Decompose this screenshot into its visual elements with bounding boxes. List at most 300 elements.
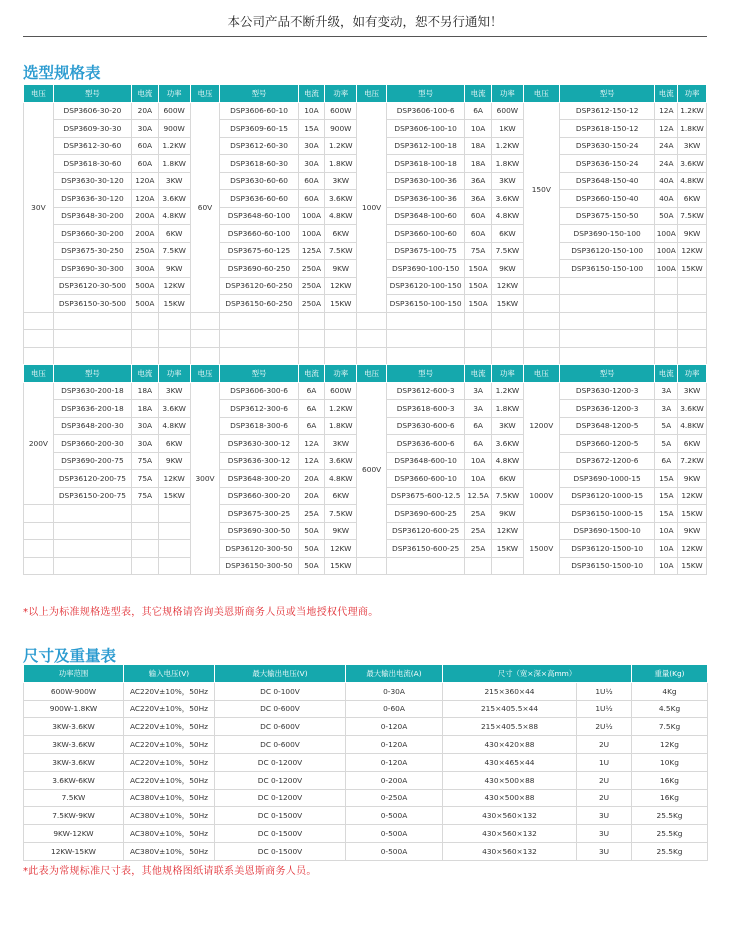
column-header: 电压 bbox=[357, 365, 387, 383]
power-range-cell: 3.6KW-6KW bbox=[24, 771, 124, 789]
power-cell: 4.8KW bbox=[491, 452, 523, 470]
rack-unit-cell: 1U½ bbox=[577, 682, 632, 700]
dimension-footnote: *此表为常规标准尺寸表，其他规格图纸请联系美恩斯商务人员。 bbox=[23, 866, 317, 877]
input-voltage-cell: AC220V±10%，50Hz bbox=[124, 700, 215, 718]
power-cell: 600W bbox=[325, 102, 357, 120]
current-cell: 12A bbox=[655, 102, 678, 120]
empty-cell bbox=[132, 540, 159, 558]
current-cell: 100A bbox=[298, 225, 325, 243]
current-cell: 18A bbox=[465, 155, 492, 173]
model-cell: DSP3609-60-15 bbox=[220, 120, 298, 138]
empty-cell bbox=[24, 330, 54, 348]
power-cell: 15KW bbox=[678, 557, 707, 575]
current-cell: 30A bbox=[132, 435, 159, 453]
empty-cell bbox=[24, 347, 54, 365]
model-cell: DSP3630-150-24 bbox=[559, 137, 655, 155]
column-header: 型号 bbox=[220, 365, 298, 383]
empty-cell bbox=[678, 277, 707, 295]
current-cell: 50A bbox=[298, 522, 325, 540]
model-cell: DSP3660-200-30 bbox=[53, 435, 131, 453]
model-cell: DSP3606-300-6 bbox=[220, 382, 298, 400]
current-cell: 60A bbox=[132, 155, 159, 173]
empty-cell bbox=[190, 312, 220, 330]
model-cell: DSP3690-1500-10 bbox=[559, 522, 655, 540]
column-header: 功率范围 bbox=[24, 665, 124, 683]
power-range-cell: 900W-1.8KW bbox=[24, 700, 124, 718]
current-cell: 50A bbox=[655, 207, 678, 225]
table-header-row bbox=[24, 85, 707, 103]
max-output-current-cell: 0-30A bbox=[346, 682, 443, 700]
empty-cell bbox=[523, 312, 559, 330]
model-cell: DSP3675-100-75 bbox=[387, 242, 465, 260]
current-cell: 10A bbox=[465, 120, 492, 138]
current-cell: 20A bbox=[132, 102, 159, 120]
empty-cell bbox=[132, 312, 159, 330]
current-cell: 75A bbox=[465, 242, 492, 260]
update-notice: 本公司产品不断升级，如有变动，恕不另行通知！ bbox=[227, 14, 503, 29]
current-cell: 250A bbox=[298, 277, 325, 295]
power-cell: 3KW bbox=[491, 417, 523, 435]
power-cell: 1.8KW bbox=[678, 120, 707, 138]
current-cell: 60A bbox=[465, 207, 492, 225]
power-cell: 3.6KW bbox=[491, 190, 523, 208]
current-cell: 24A bbox=[655, 155, 678, 173]
power-cell: 15KW bbox=[678, 505, 707, 523]
empty-cell bbox=[53, 540, 131, 558]
max-output-current-cell: 0-250A bbox=[346, 789, 443, 807]
model-cell: DSP3660-300-20 bbox=[220, 487, 298, 505]
max-output-voltage-cell: DC 0-600V bbox=[215, 736, 346, 754]
empty-cell bbox=[158, 540, 190, 558]
weight-cell: 25.5Kg bbox=[632, 825, 708, 843]
empty-cell bbox=[325, 347, 357, 365]
model-cell: DSP3675-150-50 bbox=[559, 207, 655, 225]
power-cell: 600W bbox=[158, 102, 190, 120]
size-cell: 215×405.5×44 bbox=[443, 700, 577, 718]
model-cell: DSP3648-600-10 bbox=[387, 452, 465, 470]
model-cell: DSP36120-60-250 bbox=[220, 277, 298, 295]
column-header: 电压 bbox=[357, 85, 387, 103]
power-cell: 3.6KW bbox=[491, 435, 523, 453]
rack-unit-cell: 2U bbox=[577, 789, 632, 807]
input-voltage-cell: AC220V±10%，50Hz bbox=[124, 771, 215, 789]
empty-cell bbox=[491, 312, 523, 330]
model-cell: DSP3630-30-120 bbox=[53, 172, 131, 190]
model-cell: DSP3636-150-24 bbox=[559, 155, 655, 173]
model-cell: DSP3660-600-10 bbox=[387, 470, 465, 488]
empty-cell bbox=[53, 505, 131, 523]
model-cell: DSP36120-300-50 bbox=[220, 540, 298, 558]
empty-cell bbox=[655, 312, 678, 330]
model-cell: DSP3648-30-200 bbox=[53, 207, 131, 225]
current-cell: 10A bbox=[465, 470, 492, 488]
current-cell: 25A bbox=[465, 505, 492, 523]
rack-unit-cell: 3U bbox=[577, 842, 632, 860]
max-output-voltage-cell: DC 0-100V bbox=[215, 682, 346, 700]
power-cell: 900W bbox=[158, 120, 190, 138]
empty-cell bbox=[298, 347, 325, 365]
column-header: 电流 bbox=[132, 85, 159, 103]
empty-cell bbox=[523, 330, 559, 348]
power-cell: 900W bbox=[325, 120, 357, 138]
column-header: 重量(Kg) bbox=[632, 665, 708, 683]
power-cell: 12KW bbox=[158, 277, 190, 295]
model-cell: DSP36150-150-100 bbox=[559, 260, 655, 278]
column-header: 电流 bbox=[465, 365, 492, 383]
column-header: 型号 bbox=[387, 85, 465, 103]
power-cell: 12KW bbox=[491, 522, 523, 540]
current-cell: 100A bbox=[298, 207, 325, 225]
current-cell: 12A bbox=[655, 120, 678, 138]
power-range-cell: 7.5KW bbox=[24, 789, 124, 807]
model-cell: DSP3612-150-12 bbox=[559, 102, 655, 120]
model-cell: DSP36150-1500-10 bbox=[559, 557, 655, 575]
voltage-cell: 300V bbox=[190, 382, 220, 575]
model-cell: DSP3612-100-18 bbox=[387, 137, 465, 155]
current-cell: 6A bbox=[298, 382, 325, 400]
current-cell: 100A bbox=[655, 260, 678, 278]
power-cell: 1.2KW bbox=[325, 400, 357, 418]
empty-cell bbox=[523, 277, 559, 295]
current-cell: 250A bbox=[298, 260, 325, 278]
empty-cell bbox=[357, 312, 387, 330]
power-cell: 6KW bbox=[678, 190, 707, 208]
current-cell: 15A bbox=[655, 487, 678, 505]
table-row bbox=[24, 557, 707, 575]
input-voltage-cell: AC220V±10%，50Hz bbox=[124, 682, 215, 700]
model-cell: DSP3618-60-30 bbox=[220, 155, 298, 173]
empty-cell bbox=[678, 330, 707, 348]
size-cell: 430×560×132 bbox=[443, 807, 577, 825]
model-cell: DSP3609-30-30 bbox=[53, 120, 131, 138]
empty-cell bbox=[158, 522, 190, 540]
model-cell: DSP3606-60-10 bbox=[220, 102, 298, 120]
current-cell: 15A bbox=[655, 505, 678, 523]
model-cell: DSP36150-100-150 bbox=[387, 295, 465, 313]
current-cell: 18A bbox=[132, 382, 159, 400]
rack-unit-cell: 2U½ bbox=[577, 718, 632, 736]
table-row-empty bbox=[24, 312, 707, 330]
max-output-voltage-cell: DC 0-1500V bbox=[215, 807, 346, 825]
current-cell: 500A bbox=[132, 277, 159, 295]
power-cell: 1.2KW bbox=[678, 102, 707, 120]
current-cell: 40A bbox=[655, 190, 678, 208]
column-header: 功率 bbox=[491, 85, 523, 103]
table-row bbox=[24, 842, 708, 860]
power-cell: 4.8KW bbox=[325, 207, 357, 225]
model-cell: DSP3648-100-60 bbox=[387, 207, 465, 225]
table-row-empty bbox=[24, 330, 707, 348]
power-range-cell: 3KW-3.6KW bbox=[24, 736, 124, 754]
size-cell: 430×500×88 bbox=[443, 789, 577, 807]
current-cell: 15A bbox=[298, 120, 325, 138]
power-cell: 1.2KW bbox=[491, 382, 523, 400]
power-cell: 12KW bbox=[325, 540, 357, 558]
model-cell: DSP3690-150-100 bbox=[559, 225, 655, 243]
column-header: 电压 bbox=[24, 365, 54, 383]
model-cell: DSP3690-200-75 bbox=[53, 452, 131, 470]
power-cell: 9KW bbox=[678, 225, 707, 243]
table-row bbox=[24, 753, 708, 771]
model-cell: DSP3636-300-12 bbox=[220, 452, 298, 470]
model-cell: DSP3660-1200-5 bbox=[559, 435, 655, 453]
power-cell: 3KW bbox=[325, 435, 357, 453]
power-cell: 9KW bbox=[325, 260, 357, 278]
model-cell: DSP3636-1200-3 bbox=[559, 400, 655, 418]
model-cell: DSP3690-60-250 bbox=[220, 260, 298, 278]
current-cell: 10A bbox=[465, 452, 492, 470]
model-cell: DSP3606-100-10 bbox=[387, 120, 465, 138]
column-header: 电压 bbox=[24, 85, 54, 103]
table-row bbox=[24, 718, 708, 736]
model-cell: DSP3630-1200-3 bbox=[559, 382, 655, 400]
voltage-cell: 1200V bbox=[523, 382, 559, 470]
current-cell: 3A bbox=[465, 400, 492, 418]
current-cell: 12.5A bbox=[465, 487, 492, 505]
power-cell: 9KW bbox=[491, 505, 523, 523]
current-cell: 3A bbox=[655, 382, 678, 400]
voltage-cell: 200V bbox=[24, 382, 54, 505]
power-cell: 1.2KW bbox=[325, 137, 357, 155]
empty-cell bbox=[559, 330, 655, 348]
model-cell: DSP3618-30-60 bbox=[53, 155, 131, 173]
power-cell: 9KW bbox=[158, 260, 190, 278]
power-cell: 7.2KW bbox=[678, 452, 707, 470]
current-cell: 30A bbox=[298, 155, 325, 173]
power-cell: 12KW bbox=[491, 277, 523, 295]
empty-cell bbox=[158, 330, 190, 348]
empty-cell bbox=[325, 312, 357, 330]
power-cell: 12KW bbox=[325, 277, 357, 295]
model-cell: DSP3606-30-20 bbox=[53, 102, 131, 120]
power-cell: 1.8KW bbox=[158, 155, 190, 173]
size-cell: 430×560×132 bbox=[443, 842, 577, 860]
column-header: 电流 bbox=[655, 365, 678, 383]
current-cell: 200A bbox=[132, 207, 159, 225]
table-header-row bbox=[24, 365, 707, 383]
model-cell: DSP3648-60-100 bbox=[220, 207, 298, 225]
model-cell: DSP3612-30-60 bbox=[53, 137, 131, 155]
power-cell: 1.2KW bbox=[491, 137, 523, 155]
input-voltage-cell: AC220V±10%，50Hz bbox=[124, 753, 215, 771]
model-cell: DSP3648-300-20 bbox=[220, 470, 298, 488]
column-header: 功率 bbox=[325, 365, 357, 383]
power-cell: 1.8KW bbox=[491, 400, 523, 418]
empty-cell bbox=[523, 347, 559, 365]
current-cell: 60A bbox=[465, 225, 492, 243]
empty-cell bbox=[357, 557, 387, 575]
max-output-voltage-cell: DC 0-1200V bbox=[215, 753, 346, 771]
power-cell: 1.8KW bbox=[325, 417, 357, 435]
max-output-current-cell: 0-120A bbox=[346, 718, 443, 736]
max-output-current-cell: 0-500A bbox=[346, 825, 443, 843]
empty-cell bbox=[491, 347, 523, 365]
empty-cell bbox=[24, 505, 54, 523]
empty-cell bbox=[559, 312, 655, 330]
power-cell: 15KW bbox=[325, 295, 357, 313]
current-cell: 50A bbox=[298, 557, 325, 575]
power-range-cell: 7.5KW-9KW bbox=[24, 807, 124, 825]
spec-table-2-wrap bbox=[23, 364, 707, 575]
power-range-cell: 9KW-12KW bbox=[24, 825, 124, 843]
empty-cell bbox=[357, 347, 387, 365]
model-cell: DSP3636-100-36 bbox=[387, 190, 465, 208]
power-cell: 6KW bbox=[325, 225, 357, 243]
model-cell: DSP3648-150-40 bbox=[559, 172, 655, 190]
current-cell: 150A bbox=[465, 295, 492, 313]
table-row bbox=[24, 382, 707, 400]
table-row bbox=[24, 825, 708, 843]
power-cell: 1.8KW bbox=[491, 155, 523, 173]
max-output-voltage-cell: DC 0-600V bbox=[215, 718, 346, 736]
power-cell: 15KW bbox=[491, 295, 523, 313]
voltage-cell: 60V bbox=[190, 102, 220, 312]
column-header: 型号 bbox=[559, 85, 655, 103]
empty-cell bbox=[325, 330, 357, 348]
power-cell: 7.5KW bbox=[491, 487, 523, 505]
size-cell: 430×560×132 bbox=[443, 825, 577, 843]
current-cell: 250A bbox=[132, 242, 159, 260]
weight-cell: 12Kg bbox=[632, 736, 708, 754]
table-row bbox=[24, 102, 707, 120]
table-row bbox=[24, 789, 708, 807]
power-cell: 6KW bbox=[678, 435, 707, 453]
max-output-current-cell: 0-500A bbox=[346, 807, 443, 825]
size-cell: 215×360×44 bbox=[443, 682, 577, 700]
model-cell: DSP3660-100-60 bbox=[387, 225, 465, 243]
empty-cell bbox=[53, 522, 131, 540]
empty-cell bbox=[298, 312, 325, 330]
max-output-voltage-cell: DC 0-1500V bbox=[215, 825, 346, 843]
max-output-voltage-cell: DC 0-600V bbox=[215, 700, 346, 718]
power-cell: 4.8KW bbox=[678, 172, 707, 190]
power-cell: 15KW bbox=[678, 260, 707, 278]
empty-cell bbox=[465, 330, 492, 348]
empty-cell bbox=[53, 347, 131, 365]
rack-unit-cell: 3U bbox=[577, 825, 632, 843]
empty-cell bbox=[220, 330, 298, 348]
voltage-cell: 30V bbox=[24, 102, 54, 312]
model-cell: DSP3660-150-40 bbox=[559, 190, 655, 208]
current-cell: 75A bbox=[132, 487, 159, 505]
table-row bbox=[24, 682, 708, 700]
power-cell: 4.8KW bbox=[491, 207, 523, 225]
model-cell: DSP3618-300-6 bbox=[220, 417, 298, 435]
model-cell: DSP36150-1000-15 bbox=[559, 505, 655, 523]
model-cell: DSP3630-100-36 bbox=[387, 172, 465, 190]
empty-cell bbox=[465, 557, 492, 575]
input-voltage-cell: AC380V±10%，50Hz bbox=[124, 807, 215, 825]
column-header: 功率 bbox=[678, 365, 707, 383]
current-cell: 100A bbox=[655, 225, 678, 243]
current-cell: 36A bbox=[465, 172, 492, 190]
model-cell: DSP3636-30-120 bbox=[53, 190, 131, 208]
empty-cell bbox=[559, 295, 655, 313]
current-cell: 15A bbox=[655, 470, 678, 488]
voltage-cell: 100V bbox=[357, 102, 387, 312]
column-header: 型号 bbox=[53, 365, 131, 383]
current-cell: 60A bbox=[298, 190, 325, 208]
empty-cell bbox=[53, 330, 131, 348]
empty-cell bbox=[220, 347, 298, 365]
power-cell: 4.8KW bbox=[158, 417, 190, 435]
model-cell: DSP3675-30-250 bbox=[53, 242, 131, 260]
power-cell: 3KW bbox=[158, 172, 190, 190]
current-cell: 20A bbox=[298, 470, 325, 488]
model-cell: DSP3690-30-300 bbox=[53, 260, 131, 278]
voltage-cell: 600V bbox=[357, 382, 387, 557]
empty-cell bbox=[132, 522, 159, 540]
empty-cell bbox=[132, 347, 159, 365]
voltage-cell: 150V bbox=[523, 102, 559, 277]
current-cell: 18A bbox=[132, 400, 159, 418]
power-cell: 15KW bbox=[491, 540, 523, 558]
power-cell: 7.5KW bbox=[491, 242, 523, 260]
model-cell: DSP36120-200-75 bbox=[53, 470, 131, 488]
column-header: 功率 bbox=[491, 365, 523, 383]
input-voltage-cell: AC220V±10%，50Hz bbox=[124, 736, 215, 754]
power-range-cell: 3KW-3.6KW bbox=[24, 753, 124, 771]
current-cell: 25A bbox=[465, 522, 492, 540]
model-cell: DSP36150-200-75 bbox=[53, 487, 131, 505]
empty-cell bbox=[132, 557, 159, 575]
model-cell: DSP3606-100-6 bbox=[387, 102, 465, 120]
current-cell: 3A bbox=[465, 382, 492, 400]
max-output-voltage-cell: DC 0-1200V bbox=[215, 771, 346, 789]
model-cell: DSP36150-60-250 bbox=[220, 295, 298, 313]
power-range-cell: 12KW-15KW bbox=[24, 842, 124, 860]
power-cell: 9KW bbox=[678, 470, 707, 488]
current-cell: 20A bbox=[298, 487, 325, 505]
power-cell: 6KW bbox=[325, 487, 357, 505]
power-cell: 3KW bbox=[158, 382, 190, 400]
size-cell: 430×420×88 bbox=[443, 736, 577, 754]
current-cell: 120A bbox=[132, 190, 159, 208]
power-cell: 6KW bbox=[158, 225, 190, 243]
column-header: 型号 bbox=[559, 365, 655, 383]
model-cell: DSP36150-300-50 bbox=[220, 557, 298, 575]
model-cell: DSP3690-100-150 bbox=[387, 260, 465, 278]
current-cell: 150A bbox=[465, 260, 492, 278]
model-cell: DSP3630-60-60 bbox=[220, 172, 298, 190]
model-cell: DSP3648-200-30 bbox=[53, 417, 131, 435]
column-header: 最大输出电压(V) bbox=[215, 665, 346, 683]
power-cell: 3KW bbox=[678, 382, 707, 400]
empty-cell bbox=[655, 277, 678, 295]
power-cell: 3KW bbox=[491, 172, 523, 190]
power-cell: 4.8KW bbox=[325, 470, 357, 488]
model-cell: DSP3630-200-18 bbox=[53, 382, 131, 400]
current-cell: 60A bbox=[298, 172, 325, 190]
power-cell: 1.2KW bbox=[158, 137, 190, 155]
current-cell: 500A bbox=[132, 295, 159, 313]
table-row bbox=[24, 771, 708, 789]
power-cell: 12KW bbox=[678, 242, 707, 260]
empty-cell bbox=[24, 557, 54, 575]
power-cell: 3KW bbox=[325, 172, 357, 190]
current-cell: 6A bbox=[465, 435, 492, 453]
empty-cell bbox=[387, 330, 465, 348]
max-output-current-cell: 0-60A bbox=[346, 700, 443, 718]
empty-cell bbox=[53, 312, 131, 330]
model-cell: DSP36120-30-500 bbox=[53, 277, 131, 295]
empty-cell bbox=[132, 330, 159, 348]
current-cell: 24A bbox=[655, 137, 678, 155]
rack-unit-cell: 1U½ bbox=[577, 700, 632, 718]
max-output-current-cell: 0-200A bbox=[346, 771, 443, 789]
empty-cell bbox=[559, 347, 655, 365]
current-cell: 5A bbox=[655, 417, 678, 435]
